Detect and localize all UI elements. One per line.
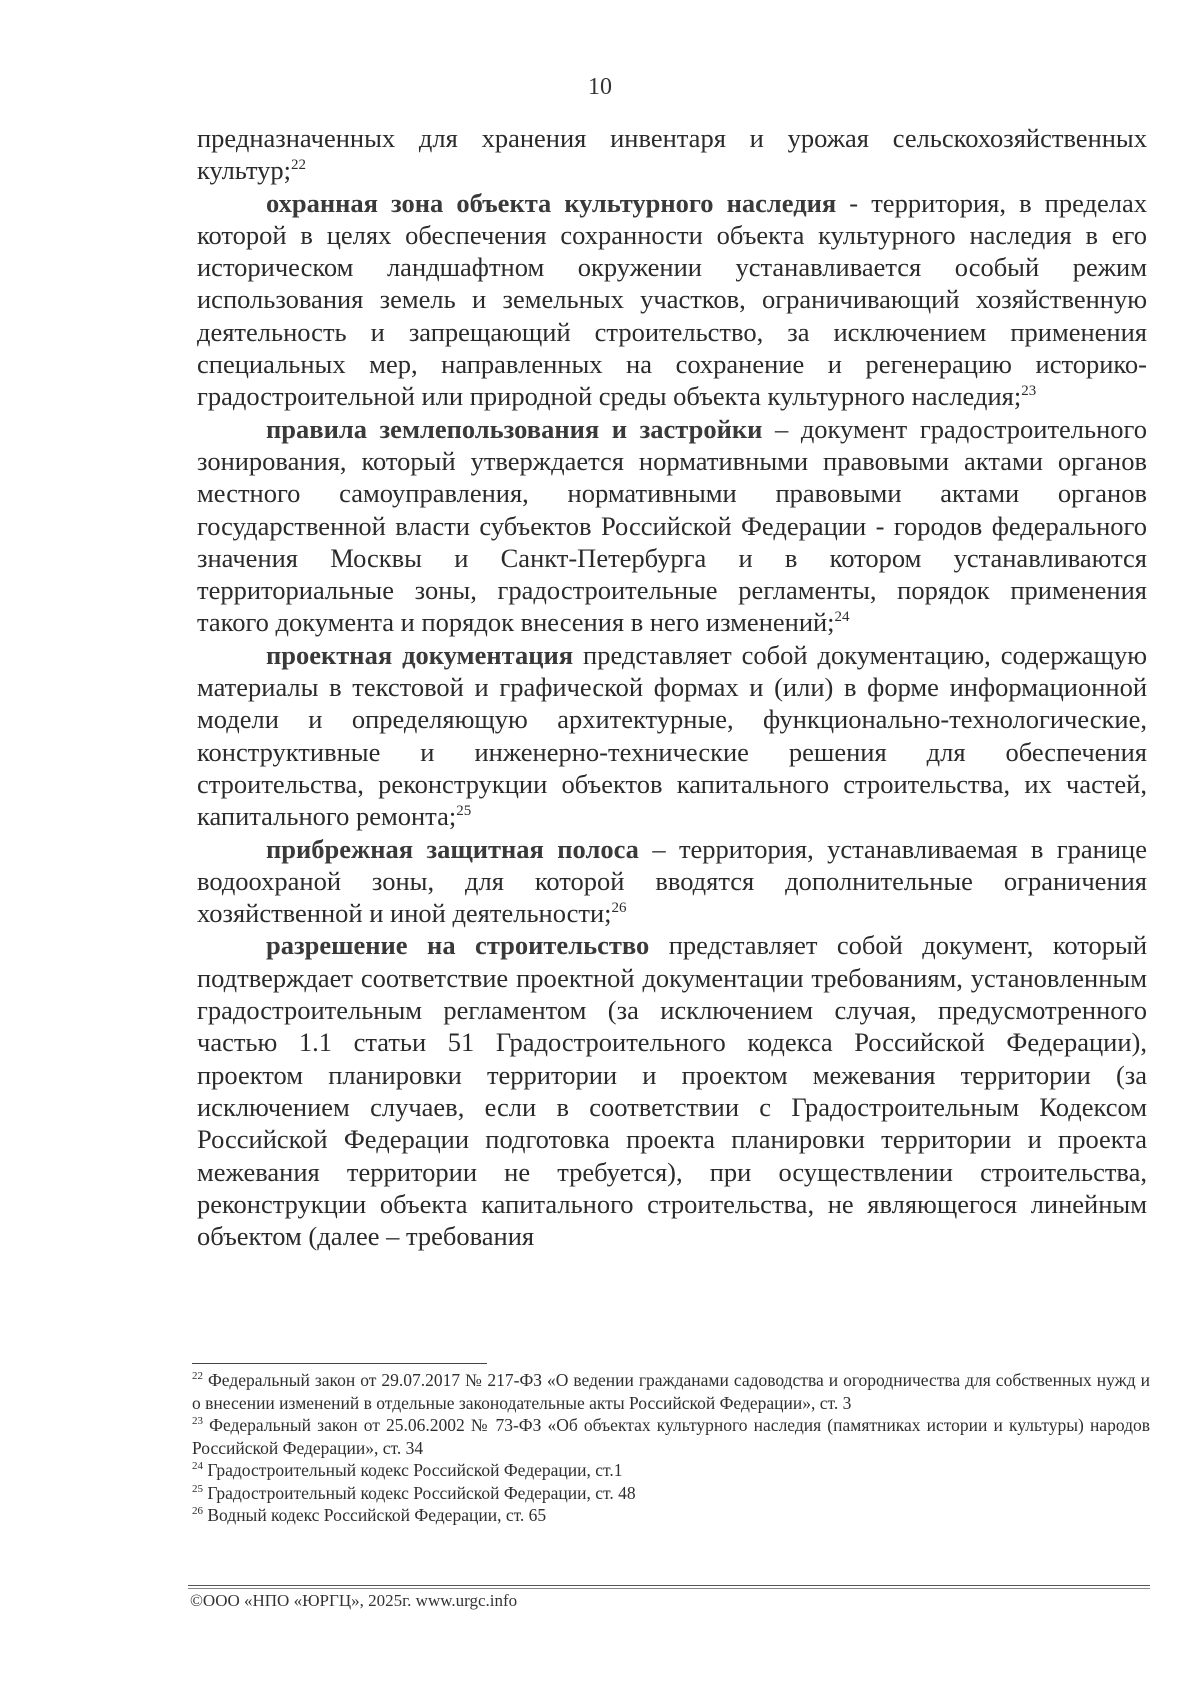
footnote <box>192 1414 1150 1459</box>
paragraph-text: представляет собой документацию, содержащую материалы в текстовой и графической формах и (или) в форме информационной модели и определяющую архитектурные, функционально-технологические, конструктивные и инженерно-технические решения для обеспечения строительства, реконструкции объектов капитального строительства, их частей, капитального ремонта; <box>197 639 1147 832</box>
definition-paragraph <box>197 187 1147 413</box>
defined-term: прибрежная защитная полоса <box>266 833 639 864</box>
footer-copyright: ©ООО «НПО «ЮРГЦ», 2025г. www.urgc.info <box>190 1591 518 1610</box>
paragraph-text: – территория, устанавливаемая в границе водоохраной зоны, для которой вводятся дополнительные ограничения хозяйственной и иной деятельности; <box>197 833 1147 929</box>
footnote-number: 22 <box>192 1370 203 1383</box>
paragraph-text: - территория, в пределах которой в целях обеспечения сохранности объекта культурного наследия в его историческом ландшафтном окружении устанавливается особый режим использования земель и земельных участков, ограничивающий хозяйственную деятельность и запрещающий строительство, за исключением применения специальных мер, направленных на сохранение и регенерацию историко-градостроительной или природной среды объекта культурного наследия; <box>197 187 1147 412</box>
footnote <box>192 1369 1150 1414</box>
paragraph-text: – документ градостроительного зонирования, который утверждается нормативными правовыми актами органов местного самоуправления, нормативными правовыми актами органов государственной власти субъектов Российской Федерации - городов федерального значения Москвы и Санкт-Петербурга и в котором устанавливаются территориальные зоны, градостроительные регламенты, порядок применения такого документа и порядок внесения в него изменений; <box>197 413 1147 638</box>
footnote-text: Федеральный закон от 25.06.2002 № 73-ФЗ «Об объектах культурного наследия (памятниках истории и культуры) народов Российской Федерации», ст. 34 <box>192 1415 1150 1458</box>
defined-term: проектная документация <box>266 639 574 670</box>
footnote <box>192 1504 1150 1527</box>
footnote-text: Федеральный закон от 29.07.2017 № 217-ФЗ «О ведении гражданами садоводства и огородничества для собственных нужд и о внесении изменений в отдельные законодательные акты Российской Федерации», ст. 3 <box>192 1370 1150 1413</box>
footnote-ref[interactable]: 23 <box>1021 383 1037 400</box>
definition-paragraph <box>197 639 1147 833</box>
footnote-ref[interactable]: 22 <box>290 157 306 174</box>
footnote-text: Градостроительный кодекс Российской Федерации, ст.1 <box>203 1460 623 1480</box>
footer-divider <box>188 1585 1150 1589</box>
definition-paragraph <box>197 929 1147 1252</box>
main-text <box>197 122 1147 1252</box>
footnote-separator <box>192 1363 487 1364</box>
page-number: 10 <box>588 74 612 100</box>
footnote-ref[interactable]: 24 <box>834 609 850 626</box>
footnote-number: 25 <box>192 1482 203 1495</box>
paragraph-continuation <box>197 122 1147 187</box>
paragraph-text: предназначенных для хранения инвентаря и урожая сельскохозяйственных культур; <box>197 123 1147 186</box>
footnote <box>192 1482 1150 1505</box>
footnote-ref[interactable]: 25 <box>456 803 472 820</box>
definition-paragraph <box>197 413 1147 639</box>
footnote-number: 24 <box>192 1460 203 1473</box>
defined-term: разрешение на строительство <box>266 930 650 961</box>
footnote-number: 23 <box>192 1415 203 1428</box>
footnotes <box>192 1369 1150 1527</box>
defined-term: охранная зона объекта культурного наследия <box>266 187 837 218</box>
footnote-text: Водный кодекс Российской Федерации, ст. 65 <box>203 1505 547 1525</box>
footnote <box>192 1459 1150 1482</box>
definition-paragraph <box>197 833 1147 930</box>
paragraph-text: представляет собой документ, который подтверждает соответствие проектной документации требованиям, установленным градостроительным регламентом (за исключением случая, предусмотренного частью 1.1 статьи 51 Градостроительного кодекса Российской Федерации), проектом планировки территории и проектом межевания территории (за исключением случаев, если в соответствии с Градостроительным Кодексом Российской Федерации подготовка проекта планировки территории и проекта межевания территории не требуется), при осуществлении строительства, реконструкции объекта капитального строительства, не являющегося линейным объектом (далее – требования <box>197 930 1147 1252</box>
footnote-ref[interactable]: 26 <box>611 900 627 917</box>
footnote-number: 26 <box>192 1505 203 1518</box>
footnote-text: Градостроительный кодекс Российской Федерации, ст. 48 <box>203 1482 636 1503</box>
defined-term: правила землепользования и застройки <box>266 413 763 444</box>
